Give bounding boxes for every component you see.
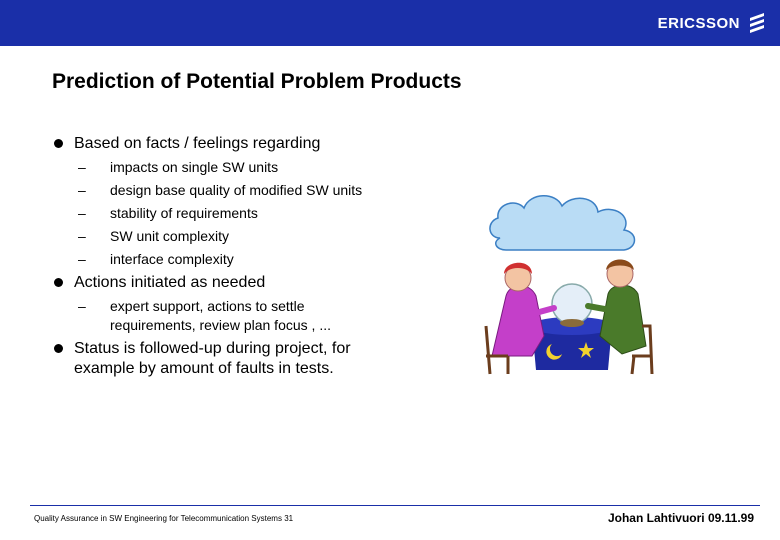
fortune-teller-crystal-ball-icon [482,186,672,376]
sub-bullet-item: – design base quality of modified SW units [78,182,363,198]
bullet-list [52,134,392,383]
header-bar [0,0,780,46]
sub-bullet-item: – stability of requirements [78,205,258,221]
footer-divider [30,505,760,506]
footer-author-date: Johan Lahtivuori 09.11.99 [607,511,754,525]
ericsson-logo [658,12,766,34]
bullet-item: Actions initiated as needed [52,273,392,293]
bullet-item: Status is followed-up during project, for example by amount of faults in tests. [52,339,352,379]
slide-title: Prediction of Potential Problem Products [52,70,462,93]
ericsson-mark-icon [748,12,766,34]
sub-bullet-item: – SW unit complexity [78,228,230,244]
brand-name: ERICSSON [657,14,740,32]
sub-bullet-item: – interface complexity [78,251,234,267]
sub-bullet-item: – expert support, actions to settle requirements, review plan focus , ... [78,298,331,333]
sub-bullet-item: – impacts on single SW units [78,159,279,175]
footer-course-title: Quality Assurance in SW Engineering for Telecommunication Systems 31 [34,514,294,523]
bullet-item: Based on facts / feelings regarding [52,134,392,154]
